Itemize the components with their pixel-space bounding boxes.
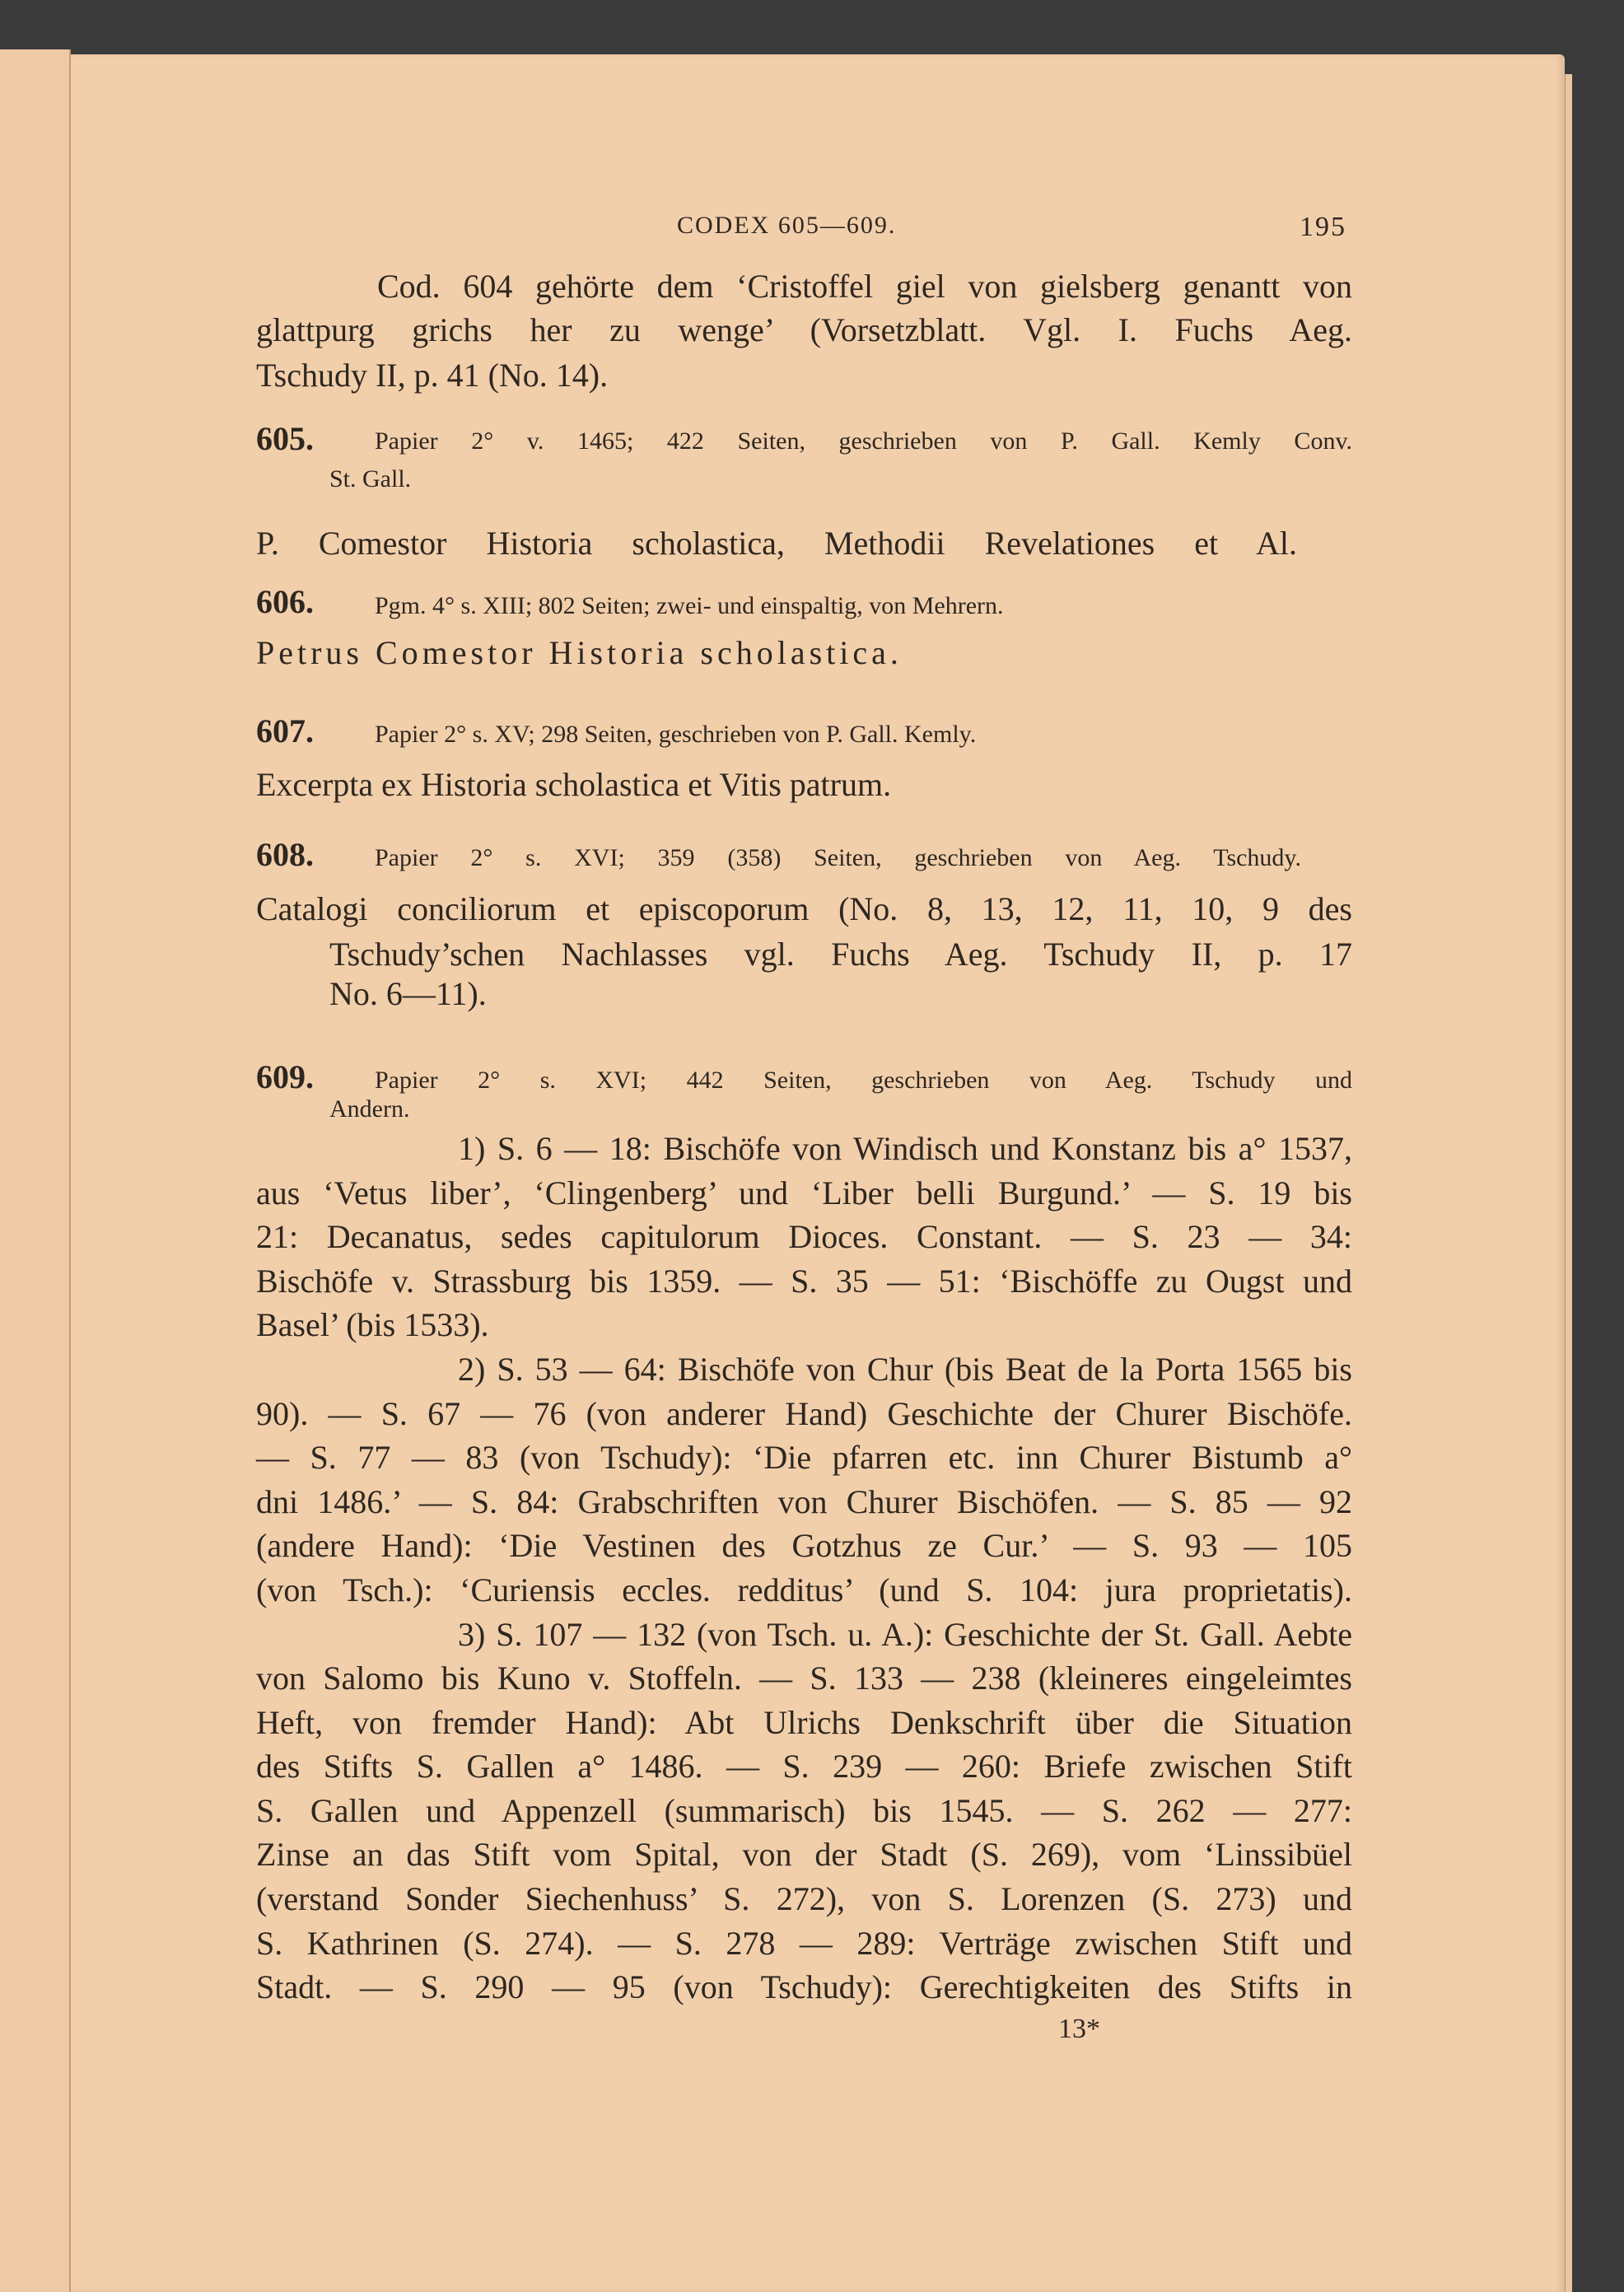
intro-line: glattpurg grichs her zu wenge’ (Vorsetzblatt. Vgl. I. Fuchs Aeg.	[256, 311, 1352, 348]
codex-description: Papier 2° s. XVI; 359 (358) Seiten, geschrieben von Aeg. Tschudy.	[375, 844, 1301, 871]
codex-description: Andern.	[329, 1095, 410, 1123]
codex-description: Pgm. 4° s. XIII; 802 Seiten; zwei- und einspaltig, von Mehrern.	[375, 592, 1004, 619]
codex-contents: aus ‘Vetus liber’, ‘Clingenberg’ und ‘Liber belli Burgund.’ — S. 19 bis	[256, 1174, 1352, 1211]
codex-contents: (von Tsch.): ‘Curiensis eccles. redditus’ (und S. 104: jura proprietatis).	[256, 1571, 1352, 1608]
codex-contents: S. Kathrinen (S. 274). — S. 278 — 289: Verträge zwischen Stift und	[256, 1925, 1352, 1962]
page-edge	[1565, 74, 1572, 2292]
codex-contents: von Salomo bis Kuno v. Stoffeln. — S. 133 — 238 (kleineres eingeleimtes	[256, 1659, 1352, 1697]
codex-contents: Excerpta ex Historia scholastica et Vitis patrum.	[256, 766, 892, 803]
codex-description: St. Gall.	[329, 465, 412, 492]
codex-contents: 90). — S. 67 — 76 (von anderer Hand) Geschichte der Churer Bischöfe.	[256, 1395, 1352, 1432]
codex-contents: P. Comestor Historia scholastica, Methodii Revelationes et Al.	[256, 525, 1297, 562]
codex-description: Papier 2° s. XVI; 442 Seiten, geschrieben von Aeg. Tschudy und	[375, 1067, 1352, 1094]
signature-mark: 13*	[1058, 2014, 1100, 2044]
codex-number: 607.	[256, 712, 314, 749]
codex-number: 608.	[256, 836, 314, 873]
codex-description: Papier 2° v. 1465; 422 Seiten, geschrieben von P. Gall. Kemly Conv.	[375, 427, 1352, 455]
codex-contents: Tschudy’schen Nachlasses vgl. Fuchs Aeg. Tschudy II, p. 17	[329, 936, 1352, 973]
codex-contents: 3) S. 107 — 132 (von Tsch. u. A.): Geschichte der St. Gall. Aebte	[458, 1616, 1352, 1653]
codex-contents: Petrus Comestor Historia scholastica.	[256, 634, 903, 671]
codex-contents: 1) S. 6 — 18: Bischöfe von Windisch und Konstanz bis a° 1537,	[458, 1130, 1352, 1167]
codex-contents: Basel’ (bis 1533).	[256, 1306, 489, 1343]
intro-line: Cod. 604 gehörte dem ‘Cristoffel giel von gielsberg genantt von	[377, 268, 1352, 305]
codex-contents: (verstand Sonder Siechenhuss’ S. 272), von S. Lorenzen (S. 273) und	[256, 1880, 1352, 1917]
codex-contents: dni 1486.’ — S. 84: Grabschriften von Churer Bischöfen. — S. 85 — 92	[256, 1483, 1352, 1520]
codex-number: 606.	[256, 583, 314, 620]
codex-contents: S. Gallen und Appenzell (summarisch) bis 1545. — S. 262 — 277:	[256, 1792, 1352, 1829]
codex-number: 605.	[256, 420, 314, 457]
codex-description: Papier 2° s. XV; 298 Seiten, geschrieben von P. Gall. Kemly.	[375, 721, 977, 748]
codex-contents: Stadt. — S. 290 — 95 (von Tschudy): Gerechtigkeiten des Stifts in	[256, 1968, 1352, 2005]
codex-contents: Zinse an das Stift vom Spital, von der Stadt (S. 269), vom ‘Linssibüel	[256, 1836, 1352, 1873]
codex-contents: (andere Hand): ‘Die Vestinen des Gotzhus ze Cur.’ — S. 93 — 105	[256, 1527, 1352, 1564]
codex-contents: Heft, von fremder Hand): Abt Ulrichs Denkschrift über die Situation	[256, 1704, 1352, 1741]
codex-contents: 21: Decanatus, sedes capitulorum Dioces. Constant. — S. 23 — 34:	[256, 1218, 1352, 1255]
codex-contents: — S. 77 — 83 (von Tschudy): ‘Die pfarren etc. inn Churer Bistumb a°	[256, 1439, 1352, 1476]
codex-contents: Bischöfe v. Strassburg bis 1359. — S. 35 — 51: ‘Bischöffe zu Ougst und	[256, 1263, 1352, 1300]
codex-number: 609.	[256, 1058, 314, 1095]
facing-page-edge	[0, 49, 71, 2292]
codex-contents: des Stifts S. Gallen a° 1486. — S. 239 — 260: Briefe zwischen Stift	[256, 1748, 1352, 1785]
intro-line: Tschudy II, p. 41 (No. 14).	[256, 357, 609, 394]
codex-contents: No. 6—11).	[329, 975, 487, 1012]
codex-contents: 2) S. 53 — 64: Bischöfe von Chur (bis Beat de la Porta 1565 bis	[458, 1351, 1352, 1388]
codex-contents: Catalogi conciliorum et episcoporum (No. 8, 13, 12, 11, 10, 9 des	[256, 890, 1352, 927]
running-title: CODEX 605—609.	[677, 212, 897, 239]
page-number: 195	[1300, 212, 1346, 242]
